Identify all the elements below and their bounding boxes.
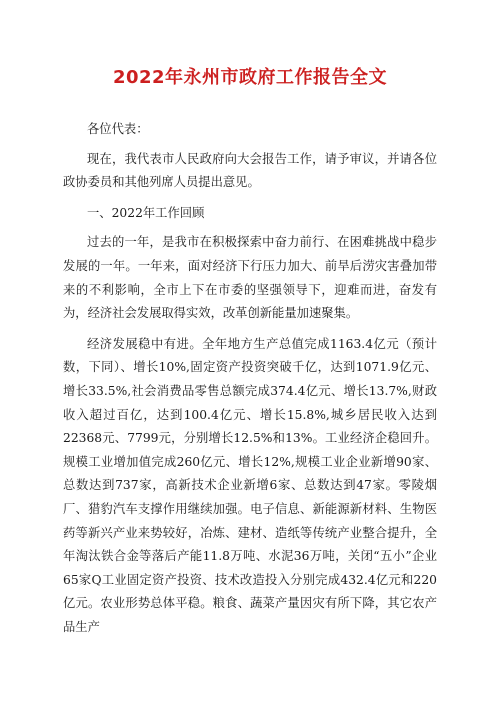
section-heading: 一、2022年工作回顾 — [87, 205, 205, 220]
opening-paragraph: 现在，我代表市人民政府向大会报告工作，请予审议，并请各位政协委员和其他列席人员提出意见。 — [63, 151, 437, 190]
document-title: 2022年永州市政府工作报告全文 — [112, 67, 388, 88]
document-body — [63, 118, 437, 646]
review-paragraph: 过去的一年，是我市在积极探索中奋力前行、在困难挑战中稳步发展的一年。一年来，面对经济下行压力加大、前旱后涝灾害叠加带来的不利影响，全市上下在市委的坚强领导下，迎难而进，奋发有为，经济社会发展取得实效，改革创新能量加速聚集。 — [63, 235, 437, 321]
salutation: 各位代表： — [87, 122, 149, 136]
economy-paragraph: 经济发展稳中有进。全年地方生产总值完成1163.4亿元（预计数，下同）、增长10%,固定资产投资突破千亿，达到1071.9亿元、增长33.5%,社会消费品零售总额完成374.4亿元、增长13.7%,财政收入超过百亿，达到100.4亿元、增长15.8%,城乡居民收入达到22368元、7799元，分别增长12.5%和13%。工业经济企稳回升。规模工业增加值完成260亿元、增长12%,规模工业企业新增90家、总数达到737家，高新技术企业新增6家、总数达到47家。零陵烟厂、猎豹汽车支撑作用继续加强。电子信息、新能源新材料、生物医药等新兴产业来势较好，冶炼、建材、造纸等传统产业整合提升，全年淘汰铁合金等落后产能11.8万吨、水泥36万吨，关闭“五小”企业65家Q工业固定资产投资、技术改造投入分别完成432.4亿元和220亿元。农业形势总体平稳。粮食、蔬菜产量因灾有所下降，其它农产品生产 — [63, 336, 437, 634]
